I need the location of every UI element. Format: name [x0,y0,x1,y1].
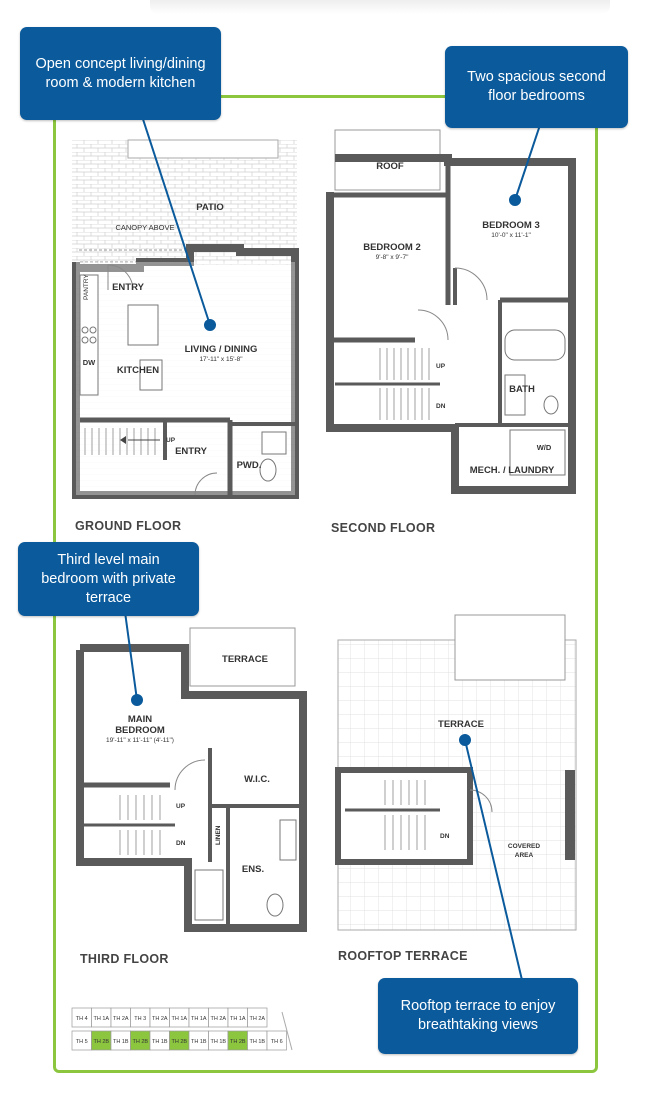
covered-label: COVERED [507,843,541,850]
keyplan-cell-label: TH 5 [75,1039,88,1045]
entry2-label: ENTRY [175,446,207,457]
keyplan-cell-label: TH 1B [210,1039,227,1045]
bedroom3-label: BEDROOM 3 [482,220,540,231]
keyplan-cell-label: TH 4 [75,1016,88,1022]
dw-label: DW [82,358,96,367]
living-label: LIVING / DINING [184,344,258,355]
keyplan-cell-label: TH 6 [270,1039,283,1045]
ground-up-label: UP [166,437,176,444]
ens-label: ENS. [241,864,265,875]
third-up-label: UP [176,803,186,810]
rooftop-pin [460,735,470,745]
main-bedroom-pin [132,695,142,705]
main-bedroom-dim: 19'-11" x 11'-11" (4'-11") [106,737,174,744]
second-floor-plan [330,130,572,490]
bedroom2-dim: 9'-8" x 9'-7" [375,254,409,261]
keyplan-cell-label: TH 1B [249,1039,266,1045]
main-bedroom-label: MAIN [127,714,153,725]
linen-label: LINEN [215,825,222,845]
keyplan-cell-label: TH 1A [229,1016,246,1022]
living-pin [205,320,215,330]
keyplan-cell-label: TH 2B [229,1039,246,1045]
covered-label2: AREA [514,852,534,859]
third-dn-label: DN [176,840,186,847]
main-bedroom-label2: BEDROOM [115,725,165,736]
rooftop-terrace-floor-label: ROOFTOP TERRACE [338,949,468,963]
keyplan-cell-label: TH 3 [134,1016,147,1022]
kitchen-label: KITCHEN [116,365,160,376]
third-floor-plan [80,628,303,928]
third-terrace-label: TERRACE [222,654,268,665]
ground-floor-plan [72,140,297,495]
keyplan-cell-label: TH 1B [151,1039,168,1045]
keyplan-cell-label: TH 1A [190,1016,207,1022]
keyplan-cell-label: TH 1B [190,1039,207,1045]
mech-label: MECH. / LAUNDRY [469,465,555,476]
callout-rooftop: Rooftop terrace to enjoy breathtaking views [378,978,578,1054]
callout-living: Open concept living/dining room & modern kitchen [20,27,221,120]
callout-bedrooms: Two spacious second floor bedrooms [445,46,628,128]
keyplan-cell-label: TH 1B [112,1039,129,1045]
bathtub [505,330,565,360]
entry-label: ENTRY [112,282,144,293]
bath-label: BATH [509,384,535,395]
pantry-label: PANTRY [83,274,90,300]
keyplan-cell-label: TH 2A [112,1016,129,1022]
keyplan-cell-label: TH 2B [132,1039,149,1045]
keyplan-cell-label: TH 1A [171,1016,188,1022]
patio-label: PATIO [196,202,224,213]
key-plan [72,1008,292,1050]
ground-floor-label: GROUND FLOOR [75,519,182,533]
callout-main-bedroom: Third level main bedroom with private terrace [18,542,199,616]
rooftop-dn-label: DN [440,833,450,840]
keyplan-cell-label: TH 2B [93,1039,110,1045]
second-dn-label: DN [436,403,446,410]
roof-label: ROOF [376,161,404,172]
wd-label: W/D [536,443,552,452]
bedroom2-label: BEDROOM 2 [363,242,421,253]
wic-label: W.I.C. [244,774,270,785]
bedroom3-dim: 10'-0" x 11'-1" [491,232,531,239]
keyplan-cell-label: TH 2A [249,1016,266,1022]
bedroom-pin [510,195,520,205]
second-up-label: UP [436,363,446,370]
second-floor-label: SECOND FLOOR [331,521,436,535]
rooftop-plan [338,615,576,930]
rooftop-terrace-label: TERRACE [438,719,484,730]
keyplan-cell-label: TH 2B [171,1039,188,1045]
third-floor-label: THIRD FLOOR [80,952,169,966]
keyplan-cell-label: TH 1A [93,1016,110,1022]
living-dim: 17'-11" x 15'-8" [199,356,243,363]
keyplan-cell-label: TH 2A [210,1016,227,1022]
keyplan-cell-label: TH 2A [151,1016,168,1022]
pwd-label: PWD. [236,460,262,471]
kitchen-island [128,305,158,345]
canopy-label: CANOPY ABOVE [115,223,175,232]
